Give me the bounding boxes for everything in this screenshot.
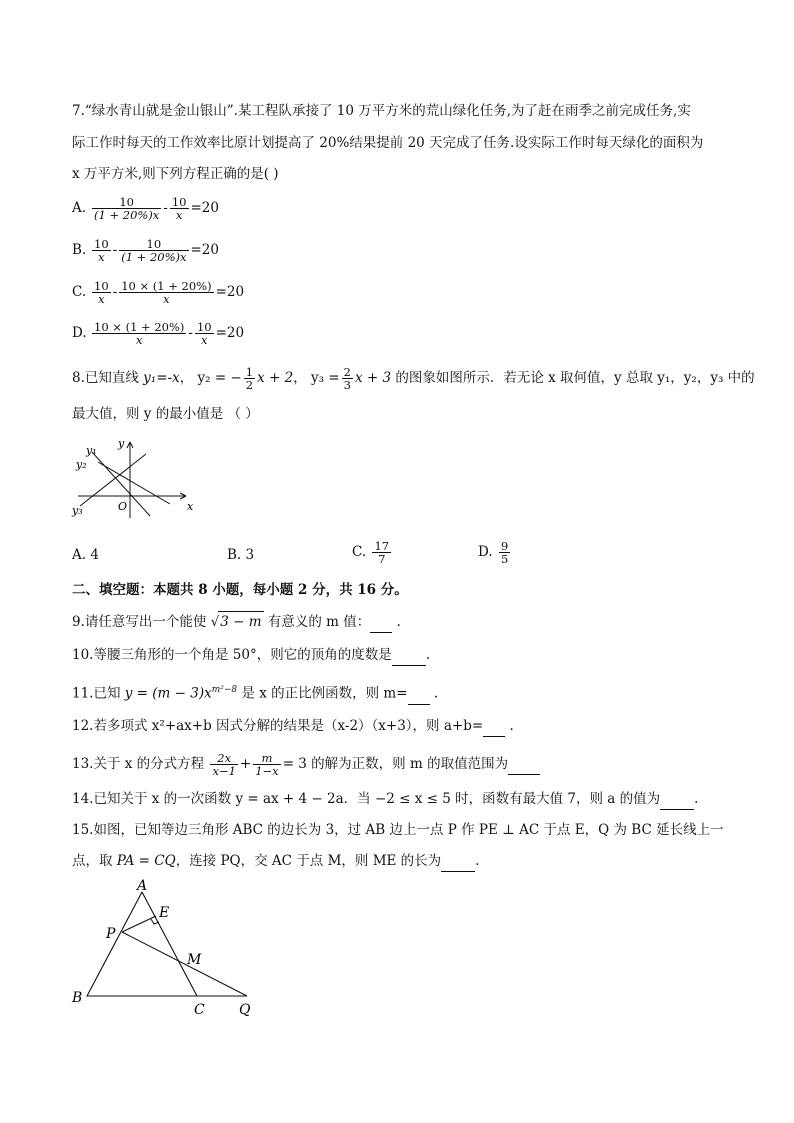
fraction: $\frac{9}{5}$ [500, 539, 509, 566]
triangle-abc [87, 892, 197, 996]
answer-blank[interactable] [441, 851, 475, 872]
segment-pq [122, 932, 247, 996]
q15-triangle-figure [66, 878, 266, 1023]
q13: 13.关于 x 的分式方程 $\frac{2x}{x-1}$ + $\frac{m}{1-x}$ = 3 的解为正数，则 m 的取值范围为 [72, 752, 540, 777]
segment-pe [122, 916, 156, 932]
q8-graph [70, 434, 205, 524]
q7-option-d[interactable]: D. $\frac{10 \times (1 + 20\%)}{x}$ - $\frac{10}{x}$ =20 [72, 320, 245, 347]
label-y3: y₃ [72, 504, 83, 517]
answer-blank[interactable] [483, 716, 505, 737]
q7-option-a[interactable]: A. $\frac{10}{(1 + 20\%)x}$ - $\frac{10}{x}$ =20 [72, 195, 219, 222]
label-x-axis: x [187, 500, 194, 513]
fraction: $\frac{2}{3}$ [343, 365, 351, 392]
label-p: P [106, 926, 116, 942]
q8-option-b[interactable]: B. 3 [227, 547, 255, 563]
q11: 11.已知 $y = (m - 3)x^{m^2-8}$ 是 x 的正比例函数，则 m= . [72, 680, 438, 705]
label-a: A [137, 878, 148, 894]
q9: 9.请任意写出一个能使 √3 − m 有意义的 m 值： . [72, 611, 401, 633]
fraction: $\frac{10 \times (1 + 20\%)}{x}$ [121, 279, 212, 306]
fraction: $\frac{17}{7}$ [374, 539, 390, 566]
answer-blank[interactable] [508, 754, 540, 775]
label-e: E [159, 905, 170, 921]
q8-option-c[interactable]: C. $\frac{17}{7}$ [352, 539, 390, 566]
fraction: $\frac{10}{x}$ [196, 320, 212, 347]
label-b: B [72, 990, 83, 1006]
label-y2: y₂ [76, 458, 87, 471]
q7-line-2: 际工作时每天的工作效率比原计划提高了 20%结果提前 20 天完成了任务.设实际工作时每天绿化的面积为 [72, 135, 704, 151]
label-y1: y₁ [86, 444, 97, 457]
q15-line-2: 点，取 PA = CQ，连接 PQ，交 AC 于点 M，则 ME 的长为 . [72, 851, 479, 872]
q14: 14.已知关于 x 的一次函数 y = ax + 4 − 2a．当 −2 ≤ x ≤ 5 时，函数有最大值 7，则 a 的值为 . [72, 789, 698, 810]
fraction: $\frac{10}{(1 + 20\%)x}$ [94, 195, 160, 222]
fraction: $\frac{10}{(1 + 20\%)x}$ [121, 237, 187, 264]
label-c: C [194, 1002, 205, 1018]
q7-option-c[interactable]: C. $\frac{10}{x}$ - $\frac{10 \times (1 + 20\%)}{x}$ =20 [72, 279, 245, 306]
answer-blank[interactable] [660, 789, 694, 810]
fraction: $\frac{2x}{x-1}$ [212, 751, 236, 778]
label-origin: O [118, 500, 128, 513]
q8-option-d[interactable]: D. $\frac{9}{5}$ [478, 539, 509, 566]
q8-line-2: 最大值，则 y 的最小值是 （ ） [72, 406, 259, 422]
section-heading: 二、填空题：本题共 8 小题，每小题 2 分，共 16 分。 [72, 582, 408, 598]
q10: 10.等腰三角形的一个角是 50°，则它的顶角的度数是 . [72, 645, 430, 666]
fraction: $\frac{10}{x}$ [171, 195, 187, 222]
fraction: $\frac{10}{x}$ [94, 279, 109, 306]
answer-blank[interactable] [370, 612, 392, 633]
fraction: $\frac{10 \times (1 + 20\%)}{x}$ [94, 320, 185, 347]
q8-line-1: 8.已知直线 y₁=-x， y₂ = − $\frac{1}{2}$ x + 2， y₃ = $\frac{2}{3}$ x + 3 的图象如图所示．若无论 x 取何值，y 总取 y₁，y₂，y₃ 中的 [72, 365, 755, 392]
q7-option-b[interactable]: B. $\frac{10}{x}$ - $\frac{10}{(1 + 20\%)x}$ =20 [72, 237, 219, 264]
fraction: $\frac{1}{2}$ [245, 365, 254, 392]
q15-line-1: 15.如图，已知等边三角形 ABC 的边长为 3，过 AB 边上一点 P 作 PE ⊥ AC 于点 E，Q 为 BC 延长线上一 [72, 822, 724, 838]
answer-blank[interactable] [392, 645, 426, 666]
label-m: M [187, 952, 202, 968]
fraction: $\frac{m}{1-x}$ [255, 751, 279, 778]
fraction: $\frac{10}{x}$ [94, 237, 109, 264]
q7-line-1: 7.“绿水青山就是金山银山”.某工程队承接了 10 万平方米的荒山绿化任务,为了赶在雨季之前完成任务,实 [72, 103, 691, 119]
q8-option-a[interactable]: A. 4 [72, 547, 99, 563]
label-y-axis: y [118, 437, 125, 450]
answer-blank[interactable] [408, 684, 430, 705]
q12: 12.若多项式 x²+ax+b 因式分解的结果是（x-2）（x+3），则 a+b= . [72, 716, 514, 737]
line-y3 [80, 454, 146, 506]
q7-line-3: x 万平方米,则下列方程正确的是( ) [72, 166, 279, 182]
label-q: Q [239, 1002, 251, 1018]
